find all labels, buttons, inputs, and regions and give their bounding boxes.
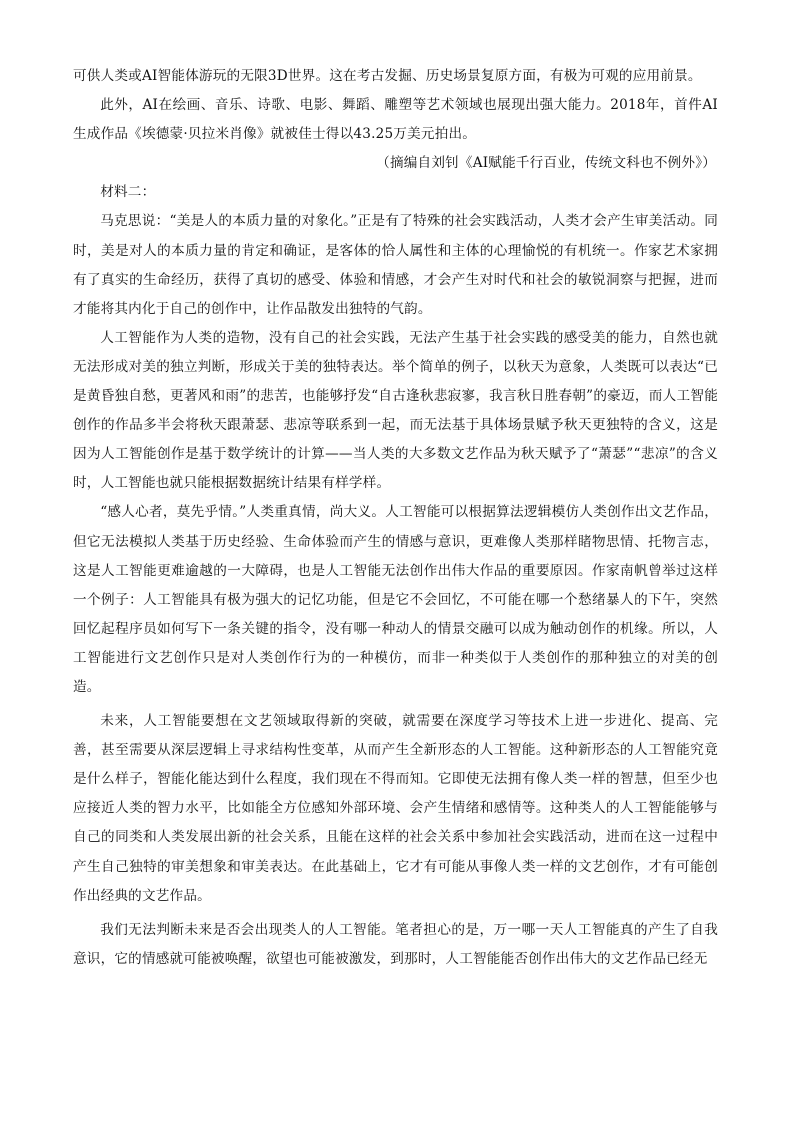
document-page	[73, 62, 718, 974]
paragraph-ai-no-practice: 人工智能作为人类的造物，没有自己的社会实践，无法产生基于社会实践的感受美的能力，自然也就无法形成对美的独立判断，形成关于美的独特表达。举个简单的例子，以秋天为意象，人类既可以表达“已是黄昏独自愁，更著风和雨”的悲苦，也能够抒发“自古逢秋悲寂寥，我言秋日胜春朝”的豪迈，而人工智能创作的作品多半会将秋天跟萧瑟、悲凉等联系到一起，而无法基于具体场景赋予秋天更独特的含义，这是因为人工智能创作是基于数学统计的计算——当人类的大多数文艺作品为秋天赋予了“萧瑟”“悲凉”的含义时，人工智能也就只能根据数据统计结果有样学样。	[73, 329, 718, 492]
source-citation: （摘编自刘钊《AI赋能千行百业，传统文科也不例外》）	[376, 155, 716, 172]
paragraph-concern: 我们无法判断未来是否会出现类人的人工智能。笔者担心的是，万一哪一天人工智能真的产生了自我意识，它的情感就可能被唤醒，欲望也可能被激发，到那时，人工智能能否创作出伟大的文艺作品已经无	[73, 921, 718, 967]
paragraph-ai-art: 此外，AI在绘画、音乐、诗歌、电影、舞蹈、雕塑等艺术领域也展现出强大能力。2018年，首件AI生成作品《埃德蒙·贝拉米肖像》就被佳士得以43.25万美元拍出。	[73, 97, 718, 143]
paragraph-continuation: 可供人类或AI智能体游玩的无限3D世界。这在考古发掘、历史场景复原方面，有极为可观的应用前景。	[73, 68, 702, 84]
section-heading-material-two: 材料二：	[100, 184, 156, 201]
paragraph-marx-beauty: 马克思说：“美是人的本质力量的对象化。”正是有了特殊的社会实践活动，人类才会产生审美活动。同时，美是对人的本质力量的肯定和确证，是客体的恰人属性和主体的心理愉悦的有机统一。作家艺术家拥有了真实的生命经历，获得了真切的感受、体验和情感，才会产生对时代和社会的敏锐洞察与把握，进而才能将其内化于自己的创作中，让作品散发出独特的气韵。	[73, 213, 718, 317]
paragraph-emotion: “感人心者，莫先乎情。”人类重真情，尚大义。人工智能可以根据算法逻辑模仿人类创作出文艺作品，但它无法模拟人类基于历史经验、生命体验而产生的情感与意识，更难像人类那样睹物思情、托物言志，这是人工智能更难逾越的一大障碍，也是人工智能无法创作出伟大作品的重要原因。作家南帆曾举过这样一个例子：人工智能具有极为强大的记忆功能，但是它不会回忆，不可能在哪一个愁绪暴人的下午，突然回忆起程序员如何写下一条关键的指令，没有哪一种动人的情景交融可以成为触动创作的机缘。所以，人工智能进行文艺创作只是对人类创作行为的一种模仿，而非一种类似于人类创作的那种独立的对美的创造。	[73, 504, 718, 695]
paragraph-future: 未来，人工智能要想在文艺领域取得新的突破，就需要在深度学习等技术上进一步进化、提高、完善，甚至需要从深层逻辑上寻求结构性变革，从而产生全新形态的人工智能。这种新形态的人工智能究竟是什么样子，智能化能达到什么程度，我们现在不得而知。它即使无法拥有像人类一样的智慧，但至少也应接近人类的智力水平，比如能全方位感知外部环境、会产生情绪和感情等。这种类人的人工智能能够与自己的同类和人类发展出新的社会关系，且能在这样的社会关系中参加社会实践活动，进而在这一过程中产生自己独特的审美想象和审美表达。在此基础上，它才有可能从事像人类一样的文艺创作，才有可能创作出经典的文艺作品。	[73, 713, 718, 904]
